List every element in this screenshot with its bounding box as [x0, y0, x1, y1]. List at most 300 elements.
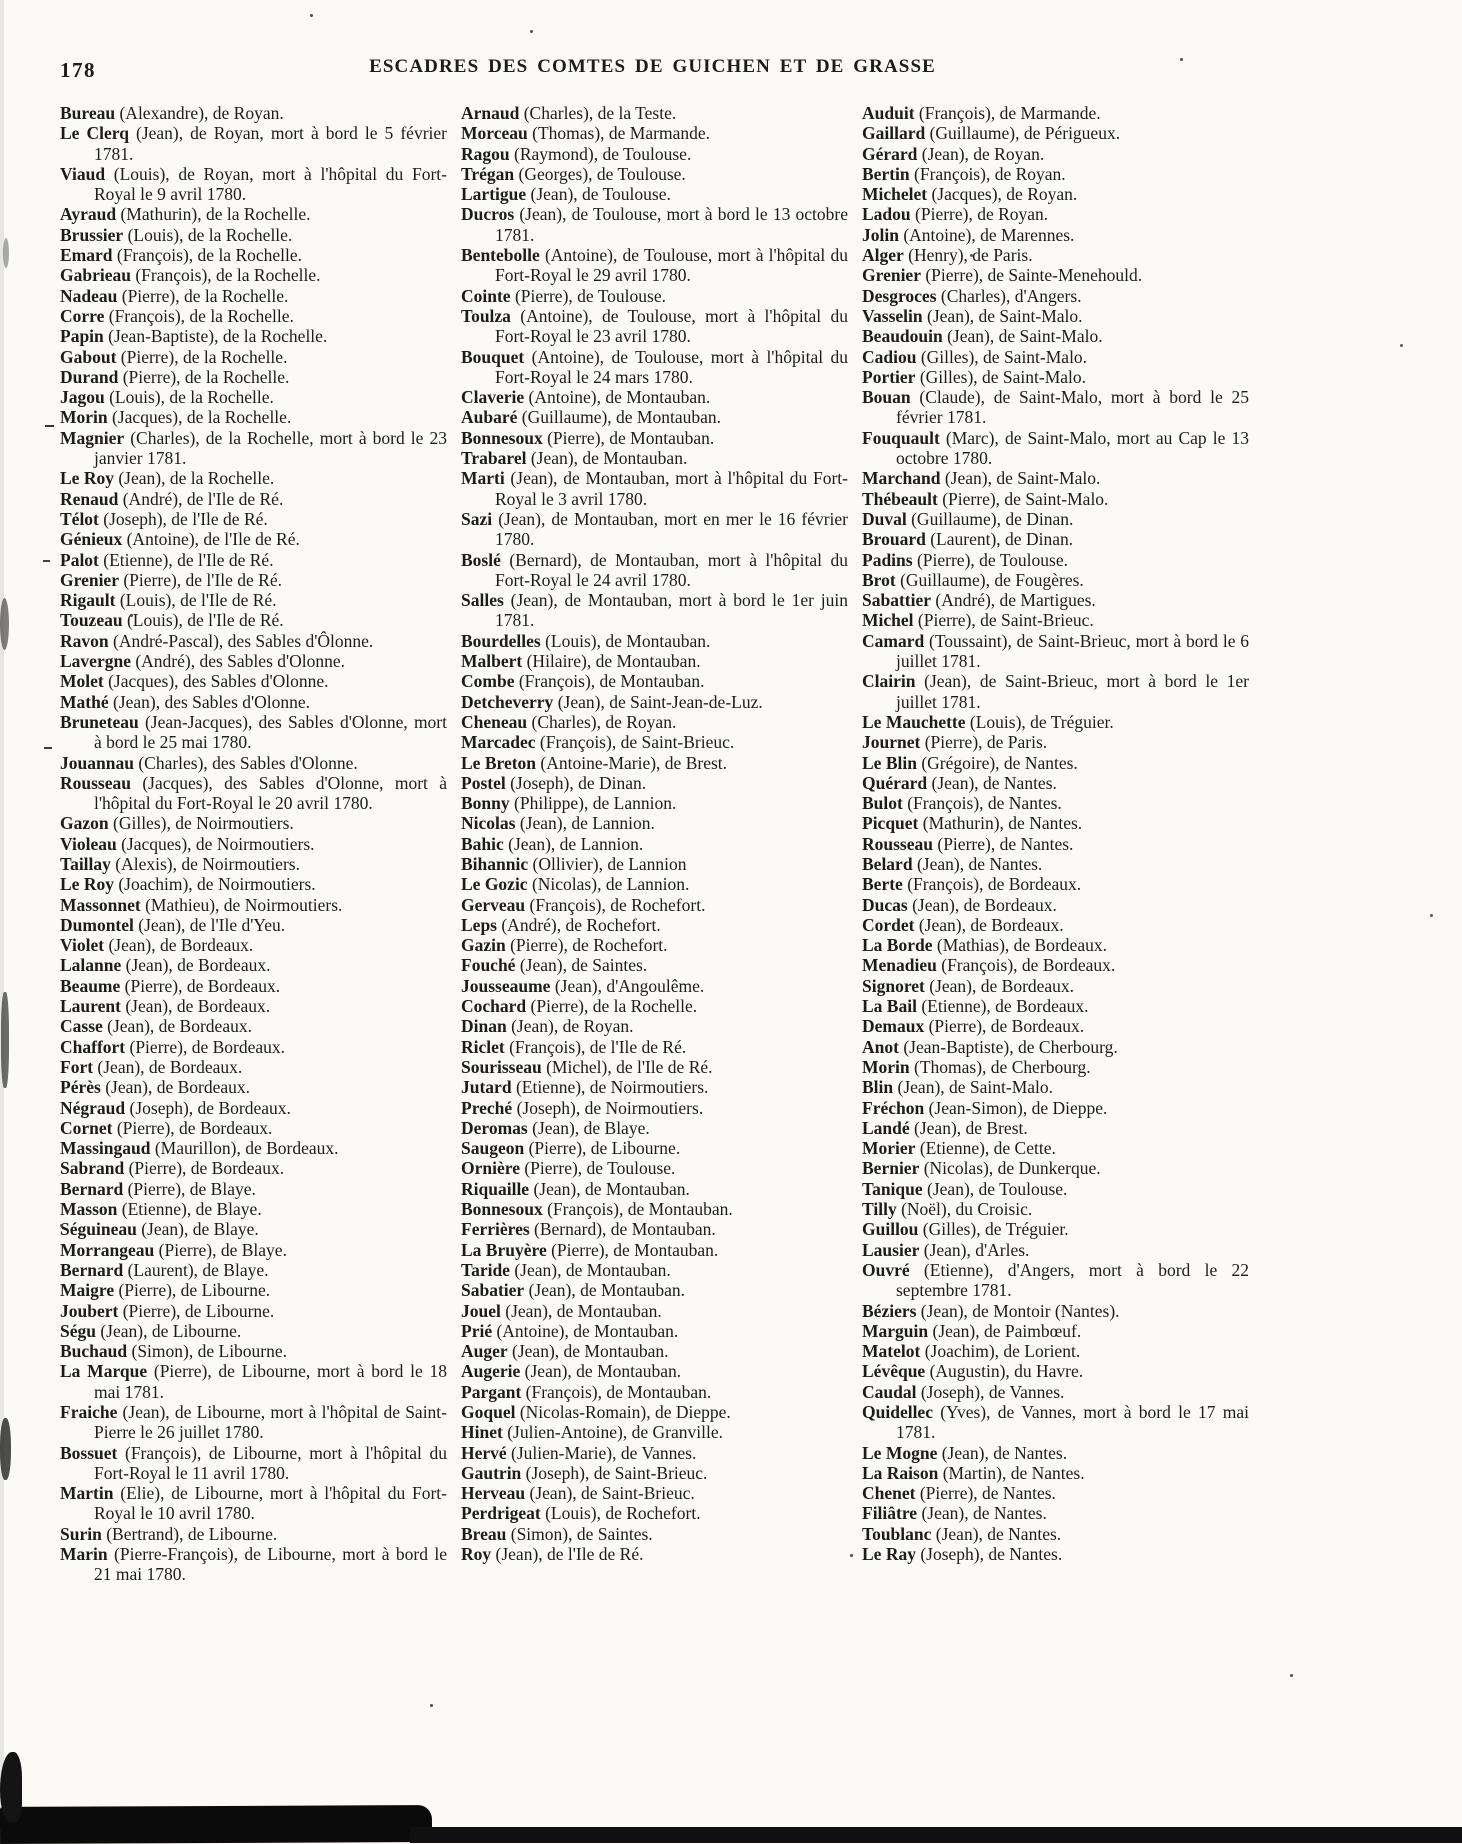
entry-surname: Télot [60, 508, 99, 529]
list-item: La Bruyère (Pierre), de Montauban. [461, 1239, 719, 1260]
list-item: Jolin (Antoine), de Marennes. [862, 224, 1075, 245]
list-item: Auger (Jean), de Montauban. [461, 1341, 669, 1362]
entry-surname: Gerveau [461, 894, 526, 915]
entry-surname: Morier [862, 1138, 916, 1159]
entry-surname: Bouan [862, 387, 911, 408]
list-item: Violeau (Jacques), de Noirmoutiers. [60, 833, 315, 854]
list-item: Thébeault (Pierre), de Saint-Malo. [862, 488, 1109, 509]
entry-surname: Sabrand [60, 1158, 125, 1179]
list-item: Beaume (Pierre), de Bordeaux. [60, 975, 281, 996]
entry-surname: Blin [862, 1077, 894, 1098]
entry-surname: La Bail [862, 996, 917, 1017]
list-item: Cadiou (Gilles), de Saint-Malo. [862, 346, 1088, 367]
list-item: Nadeau (Pierre), de la Rochelle. [60, 285, 289, 306]
list-item: Jagou (Louis), de la Rochelle. [60, 387, 274, 408]
entry-surname: Padins [862, 549, 913, 570]
entry-surname: Signoret [862, 975, 925, 996]
entry-surname: Matelot [862, 1341, 921, 1362]
entry-surname: Brouard [862, 529, 926, 550]
list-item: Le Blin (Grégoire), de Nantes. [862, 752, 1078, 773]
entry-surname: Jagou [60, 387, 105, 408]
entry-surname: Le Mauchette [862, 711, 966, 732]
list-item: Fouquault (Marc), de Saint-Malo, mort au Cap le 13 octobre 1780. [862, 427, 1249, 469]
list-item: Pargant (François), de Montauban. [461, 1381, 712, 1402]
list-item: Maigre (Pierre), de Libourne. [60, 1280, 271, 1301]
list-item: Breau (Simon), de Saintes. [461, 1523, 653, 1544]
list-item: Quidellec (Yves), de Vannes, mort à bord le 17 mai 1781. [862, 1402, 1249, 1443]
list-item: Tanique (Jean), de Toulouse. [862, 1178, 1068, 1199]
list-item: Bossuet (François), de Libourne, mort à l'hôpital du Fort-Royal le 11 avril 1780. [60, 1442, 447, 1483]
list-item: Camard (Toussaint), de Saint-Brieuc, mort à bord le 6 juillet 1781. [862, 630, 1249, 672]
list-item: Gérard (Jean), de Royan. [862, 143, 1045, 164]
list-item: Le Mogne (Jean), de Nantes. [862, 1442, 1068, 1463]
list-item: Le Gozic (Nicolas), de Lannion. [461, 874, 690, 895]
entry-surname: La Raison [862, 1462, 939, 1483]
entry-surname: Le Breton [461, 752, 537, 773]
list-item: Bouquet (Antoine), de Toulouse, mort à l'hôpital du Fort-Royal le 24 mars 1780. [461, 346, 848, 387]
entry-surname: Cheneau [461, 711, 528, 732]
entry-surname: Lartigue [461, 184, 527, 205]
list-item: Michelet (Jacques), de Royan. [862, 184, 1078, 205]
column-1 [60, 103, 447, 1585]
list-item: Papin (Jean-Baptiste), de la Rochelle. [60, 326, 328, 347]
list-item: Masson (Etienne), de Blaye. [60, 1199, 262, 1220]
list-item: Grenier (Pierre), de l'Ile de Ré. [60, 569, 282, 590]
entry-surname: Rousseau [60, 772, 131, 793]
list-item: Anot (Jean-Baptiste), de Cherbourg. [862, 1036, 1118, 1057]
entry-surname: Rigault [60, 590, 116, 611]
list-item: Aubaré (Guillaume), de Montauban. [461, 407, 722, 428]
entry-surname: Renaud [60, 488, 119, 509]
entry-surname: Emard [60, 245, 113, 266]
list-item: Salles (Jean), de Montauban, mort à bord le 1er juin 1781. [461, 590, 848, 631]
list-item: Belard (Jean), de Nantes. [862, 853, 1043, 874]
list-item: Béziers (Jean), de Montoir (Nantes). [862, 1300, 1120, 1321]
entry-surname: Violet [60, 935, 105, 956]
entry-surname: Ragou [461, 143, 510, 164]
entry-surname: Gabrieau [60, 265, 131, 286]
list-item: Demaux (Pierre), de Bordeaux. [862, 1016, 1085, 1037]
list-item: Roy (Jean), de l'Ile de Ré. [461, 1544, 644, 1565]
list-item: Preché (Joseph), de Noirmoutiers. [461, 1097, 704, 1118]
column-2 [461, 103, 848, 1585]
list-item: Deromas (Jean), de Blaye. [461, 1117, 650, 1138]
entry-surname: Demaux [862, 1016, 925, 1037]
entry-surname: La Marque [60, 1361, 148, 1382]
list-item: Michel (Pierre), de Saint-Brieuc. [862, 610, 1094, 631]
list-item: Bentebolle (Antoine), de Toulouse, mort à l'hôpital du Fort-Royal le 29 avril 1780. [461, 245, 848, 286]
entry-surname: Bureau [60, 103, 116, 123]
entry-surname: Dinan [461, 1016, 507, 1037]
entry-surname: Aubaré [461, 407, 518, 428]
scan-artifact [44, 747, 52, 749]
list-item: Desgroces (Charles), d'Angers. [862, 285, 1082, 306]
list-item: Prié (Antoine), de Montauban. [461, 1320, 679, 1341]
list-item: Le Breton (Antoine-Marie), de Brest. [461, 752, 728, 773]
entry-surname: Bonny [461, 793, 510, 814]
list-item: Bonnesoux (François), de Montauban. [461, 1199, 733, 1220]
list-item: Jouel (Jean), de Montauban. [461, 1300, 662, 1321]
entry-surname: Pérès [60, 1077, 101, 1098]
list-item: Bernier (Nicolas), de Dunkerque. [862, 1158, 1101, 1179]
scan-artifact [0, 1752, 22, 1822]
entry-surname: Ayraud [60, 204, 117, 225]
list-item: Gaillard (Guillaume), de Périgueux. [862, 123, 1121, 144]
entry-surname: Belard [862, 853, 913, 874]
list-item: Tilly (Noël), du Croisic. [862, 1199, 1033, 1220]
list-item: Augerie (Jean), de Montauban. [461, 1361, 682, 1382]
entry-surname: Molet [60, 671, 104, 692]
entry-surname: Jousseaume [461, 975, 551, 996]
list-item: Morin (Thomas), de Cherbourg. [862, 1056, 1091, 1077]
entry-surname: Marcadec [461, 732, 536, 753]
list-item: Bureau (Alexandre), de Royan. [60, 103, 284, 123]
entry-surname: Ségu [60, 1320, 96, 1341]
entry-surname: Quérard [862, 772, 928, 793]
list-item: Matelot (Joachim), de Lorient. [862, 1341, 1081, 1362]
entry-surname: Boslé [461, 549, 501, 570]
entry-surname: Bernard [60, 1259, 124, 1280]
entry-surname: Masson [60, 1199, 118, 1220]
list-item: Lartigue (Jean), de Toulouse. [461, 184, 671, 205]
entry-surname: Roy [461, 1544, 492, 1565]
entry-surname: Fort [60, 1056, 94, 1077]
list-item: Goquel (Nicolas-Romain), de Dieppe. [461, 1402, 731, 1422]
entry-surname: Auduit [862, 103, 915, 123]
page-title: ESCADRES DES COMTES DE GUICHEN ET DE GRASSE [369, 56, 936, 77]
list-item: Sabatier (Jean), de Montauban. [461, 1280, 686, 1301]
list-item: Martin (Elie), de Libourne, mort à l'hôpital du Fort-Royal le 10 avril 1780. [60, 1483, 447, 1524]
entry-surname: Sazi [461, 508, 493, 529]
list-item: Gazin (Pierre), de Rochefort. [461, 935, 668, 956]
entry-surname: Bahic [461, 833, 504, 854]
entry-surname: Bruneteau [60, 711, 139, 732]
entry-surname: Surin [60, 1523, 102, 1544]
list-item: Le Mauchette (Louis), de Tréguier. [862, 711, 1114, 732]
entry-surname: Fouché [461, 955, 516, 976]
list-item: Arnaud (Charles), de la Teste. [461, 103, 677, 123]
scan-artifact [0, 598, 9, 650]
list-item: Cochard (Pierre), de la Rochelle. [461, 996, 698, 1017]
list-item: Le Ray (Joseph), de Nantes. [862, 1544, 1063, 1565]
entry-surname: Anot [862, 1036, 899, 1057]
entry-surname: Riquaille [461, 1178, 530, 1199]
list-item: Marti (Jean), de Montauban, mort à l'hôpital du Fort-Royal le 3 avril 1780. [461, 468, 848, 509]
list-item: Brussier (Louis), de la Rochelle. [60, 224, 293, 245]
list-item: Le Clerq (Jean), de Royan, mort à bord le 5 février 1781. [60, 123, 447, 164]
list-item: Landé (Jean), de Brest. [862, 1117, 1028, 1138]
list-item: Postel (Joseph), de Dinan. [461, 772, 647, 793]
entry-surname: Nicolas [461, 813, 516, 834]
entry-surname: Sabattier [862, 590, 932, 611]
entry-surname: Fréchon [862, 1097, 925, 1118]
list-item: Gabrieau (François), de la Rochelle. [60, 265, 321, 286]
entry-surname: Toublanc [862, 1523, 932, 1544]
entry-surname: Grenier [60, 569, 119, 590]
page-header [60, 56, 1245, 86]
list-item: Hinet (Julien-Antoine), de Granville. [461, 1422, 723, 1443]
entry-surname: Landé [862, 1117, 910, 1138]
scan-speckles [310, 14, 313, 17]
list-item: Lalanne (Jean), de Bordeaux. [60, 955, 271, 976]
entry-surname: Michel [862, 610, 914, 631]
list-item: Buchaud (Simon), de Libourne. [60, 1341, 288, 1362]
entry-surname: Gabout [60, 346, 117, 367]
entry-surname: Le Roy [60, 874, 114, 895]
entry-surname: Tanique [862, 1178, 923, 1199]
entry-surname: Marin [60, 1544, 108, 1565]
list-item: Cointe (Pierre), de Toulouse. [461, 285, 667, 306]
entry-surname: Hinet [461, 1422, 503, 1443]
list-item: Jutard (Etienne), de Noirmoutiers. [461, 1077, 709, 1098]
entry-surname: Grenier [862, 265, 921, 286]
list-item: Cordet (Jean), de Bordeaux. [862, 914, 1064, 935]
list-item: Molet (Jacques), des Sables d'Olonne. [60, 671, 329, 692]
entry-surname: Bertin [862, 163, 910, 184]
entry-surname: Bernier [862, 1158, 920, 1179]
list-item: Caudal (Joseph), de Vannes. [862, 1381, 1065, 1402]
list-item: Leps (André), de Rochefort. [461, 914, 661, 935]
entry-surname: Combe [461, 671, 515, 692]
entry-surname: Bulot [862, 793, 903, 814]
entry-surname: Salles [461, 590, 504, 611]
list-item: Ducas (Jean), de Bordeaux. [862, 894, 1057, 915]
entry-surname: Berte [862, 874, 903, 895]
list-item: Quérard (Jean), de Nantes. [862, 772, 1057, 793]
list-item: Rousseau (Jacques), des Sables d'Olonne, mort à l'hôpital du Fort-Royal le 20 avril 1780. [60, 772, 447, 814]
scan-artifact [0, 1418, 11, 1480]
list-item: Portier (Gilles), de Saint-Malo. [862, 366, 1087, 387]
entry-surname: Camard [862, 630, 925, 651]
entry-surname: Taillay [60, 853, 111, 874]
list-item: Ornière (Pierre), de Toulouse. [461, 1158, 676, 1179]
list-item: Marchand (Jean), de Saint-Malo. [862, 468, 1101, 489]
entry-surname: Clairin [862, 671, 916, 692]
list-item: Ferrières (Bernard), de Montauban. [461, 1219, 716, 1240]
list-item: Morrangeau (Pierre), de Blaye. [60, 1239, 287, 1260]
list-item: Picquet (Mathurin), de Nantes. [862, 813, 1083, 834]
entry-surname: Bonnesoux [461, 427, 543, 448]
entry-surname: Malbert [461, 651, 523, 672]
entry-surname: Le Clerq [60, 123, 129, 144]
entry-surname: Duval [862, 508, 907, 529]
entry-surname: Picquet [862, 813, 919, 834]
list-item: Bonnesoux (Pierre), de Montauban. [461, 427, 715, 448]
entry-surname: Desgroces [862, 285, 937, 306]
list-item: Palot (Etienne), de l'Ile de Ré. [60, 549, 274, 570]
entry-surname: Postel [461, 772, 506, 793]
list-item: Bonny (Philippe), de Lannion. [461, 793, 677, 814]
entry-surname: Ducros [461, 204, 515, 225]
entry-surname: Mathé [60, 691, 109, 712]
list-item: Grenier (Pierre), de Sainte-Menehould. [862, 265, 1143, 286]
list-item: Ayraud (Mathurin), de la Rochelle. [60, 204, 311, 225]
entry-surname: Cochard [461, 996, 527, 1017]
list-item: Bourdelles (Louis), de Montauban. [461, 630, 711, 651]
entry-surname: Ducas [862, 894, 908, 915]
list-item: Clairin (Jean), de Saint-Brieuc, mort à bord le 1er juillet 1781. [862, 671, 1249, 712]
list-item: Dinan (Jean), de Royan. [461, 1016, 634, 1037]
entry-surname: Menadieu [862, 955, 937, 976]
entry-surname: Leps [461, 914, 497, 935]
list-item: Violet (Jean), de Bordeaux. [60, 935, 254, 956]
list-item: Lévêque (Augustin), du Havre. [862, 1361, 1084, 1382]
list-item: Boslé (Bernard), de Montauban, mort à l'hôpital du Fort-Royal le 24 avril 1780. [461, 549, 848, 590]
list-item: Trabarel (Jean), de Montauban. [461, 448, 688, 469]
list-item: Bernard (Laurent), de Blaye. [60, 1259, 269, 1280]
entry-surname: Saugeon [461, 1138, 525, 1159]
list-item: Dumontel (Jean), de l'Ile d'Yeu. [60, 914, 286, 935]
scan-artifact [43, 560, 50, 562]
entry-surname: Alger [862, 245, 904, 266]
list-item: Claverie (Antoine), de Montauban. [461, 387, 711, 408]
list-item: Ducros (Jean), de Toulouse, mort à bord le 13 octobre 1781. [461, 204, 848, 245]
list-item: Fouché (Jean), de Saintes. [461, 955, 648, 976]
entry-surname: Béziers [862, 1300, 917, 1321]
entry-surname: Breau [461, 1523, 507, 1544]
list-item: Rousseau (Pierre), de Nantes. [862, 833, 1074, 854]
list-item: Fort (Jean), de Bordeaux. [60, 1056, 243, 1077]
entry-surname: Sourisseau [461, 1056, 542, 1077]
list-item: Laurent (Jean), de Bordeaux. [60, 996, 271, 1017]
list-item: Ouvré (Etienne), d'Angers, mort à bord le 22 septembre 1781. [862, 1259, 1249, 1301]
entry-surname: Papin [60, 326, 104, 347]
entry-surname: Ferrières [461, 1219, 530, 1240]
entry-surname: Fraiche [60, 1402, 118, 1422]
entry-surname: Sabatier [461, 1280, 525, 1301]
entry-surname: Goquel [461, 1402, 516, 1422]
list-item: Surin (Bertrand), de Libourne. [60, 1523, 278, 1544]
list-item: Bihannic (Ollivier), de Lannion [461, 853, 687, 874]
list-item: Jousseaume (Jean), d'Angoulême. [461, 975, 705, 996]
entry-surname: Palot [60, 549, 99, 570]
entry-surname: Ouvré [862, 1259, 910, 1280]
list-item: Touzeau (Louis), de l'Ile de Ré. [60, 610, 284, 631]
list-item: Guillou (Gilles), de Tréguier. [862, 1219, 1069, 1240]
list-item: Ravon (André-Pascal), des Sables d'Ôlonne. [60, 630, 374, 651]
list-item: Emard (François), de la Rochelle. [60, 245, 303, 266]
list-item: Ségu (Jean), de Libourne. [60, 1320, 242, 1341]
list-item: Casse (Jean), de Bordeaux. [60, 1016, 252, 1037]
entry-surname: Chenet [862, 1483, 916, 1504]
entry-surname: Bentebolle [461, 245, 540, 266]
list-item: Riquaille (Jean), de Montauban. [461, 1178, 690, 1199]
entry-surname: Morin [60, 407, 108, 428]
list-item: Morin (Jacques), de la Rochelle. [60, 407, 292, 428]
page-number: 178 [60, 58, 96, 82]
list-item: Marcadec (François), de Saint-Brieuc. [461, 732, 735, 753]
list-item: Bertin (François), de Royan. [862, 163, 1066, 184]
list-item: Lausier (Jean), d'Arles. [862, 1239, 1030, 1260]
entry-surname: Marti [461, 468, 505, 489]
entry-surname: Le Roy [60, 468, 114, 489]
list-item: Joubert (Pierre), de Libourne. [60, 1300, 275, 1321]
list-item: Brouard (Laurent), de Dinan. [862, 529, 1074, 550]
list-item: Trégan (Georges), de Toulouse. [461, 163, 686, 184]
list-item: La Bail (Etienne), de Bordeaux. [862, 996, 1089, 1017]
list-item: Fraiche (Jean), de Libourne, mort à l'hôpital de Saint-Pierre le 26 juillet 1780. [60, 1402, 447, 1443]
list-item: Auduit (François), de Marmande. [862, 103, 1101, 123]
entry-surname: Journet [862, 732, 921, 753]
name-list-columns [60, 103, 1249, 1585]
list-item: Bernard (Pierre), de Blaye. [60, 1178, 256, 1199]
entry-surname: Pargant [461, 1381, 522, 1402]
entry-surname: Claverie [461, 387, 525, 408]
entry-surname: Joubert [60, 1300, 119, 1321]
entry-surname: Bourdelles [461, 630, 541, 651]
entry-surname: Cornet [60, 1117, 113, 1138]
list-item: Génieux (Antoine), de l'Ile de Ré. [60, 529, 300, 550]
list-item: Durand (Pierre), de la Rochelle. [60, 366, 290, 387]
list-item: Cheneau (Charles), de Royan. [461, 711, 677, 732]
entry-surname: Rousseau [862, 833, 933, 854]
entry-surname: Lavergne [60, 651, 131, 672]
list-item: Herveau (Jean), de Saint-Brieuc. [461, 1483, 695, 1504]
list-item: Berte (François), de Bordeaux. [862, 874, 1082, 895]
entry-surname: Laurent [60, 996, 121, 1017]
list-item: Vasselin (Jean), de Saint-Malo. [862, 305, 1083, 326]
entry-surname: Durand [60, 366, 119, 387]
list-item: Taride (Jean), de Montauban. [461, 1259, 671, 1280]
entry-surname: Hervé [461, 1442, 507, 1463]
list-item: La Raison (Martin), de Nantes. [862, 1462, 1085, 1483]
entry-surname: Morin [862, 1056, 910, 1077]
list-item: Bouan (Claude), de Saint-Malo, mort à bord le 25 février 1781. [862, 387, 1249, 428]
column-3 [862, 103, 1249, 1585]
entry-surname: Filiâtre [862, 1503, 918, 1524]
entry-surname: Bihannic [461, 853, 529, 874]
entry-surname: Gaillard [862, 123, 926, 144]
list-item: Gautrin (Joseph), de Saint-Brieuc. [461, 1462, 708, 1483]
list-item: Viaud (Louis), de Royan, mort à l'hôpital du Fort-Royal le 9 avril 1780. [60, 163, 447, 205]
list-item: Padins (Pierre), de Toulouse. [862, 549, 1069, 570]
entry-surname: Toulza [461, 305, 511, 326]
entry-surname: Arnaud [461, 103, 520, 123]
list-item: Corre (François), de la Rochelle. [60, 305, 294, 326]
list-item: La Borde (Mathias), de Bordeaux. [862, 935, 1107, 956]
list-item: Duval (Guillaume), de Dinan. [862, 508, 1074, 529]
entry-surname: Le Mogne [862, 1442, 938, 1463]
list-item: Saugeon (Pierre), de Libourne. [461, 1138, 681, 1159]
scan-artifact [45, 425, 54, 427]
entry-surname: Ladou [862, 204, 911, 225]
entry-surname: Dumontel [60, 914, 134, 935]
entry-surname: Maigre [60, 1280, 115, 1301]
entry-surname: Chaffort [60, 1036, 126, 1057]
entry-surname: Martin [60, 1483, 114, 1504]
entry-surname: Herveau [461, 1483, 526, 1504]
list-item: Bahic (Jean), de Lannion. [461, 833, 644, 854]
list-item: Pérès (Jean), de Bordeaux. [60, 1077, 250, 1098]
entry-surname: Ornière [461, 1158, 520, 1179]
list-item: Malbert (Hilaire), de Montauban. [461, 651, 701, 672]
entry-surname: Ravon [60, 630, 109, 651]
entry-surname: Cordet [862, 914, 915, 935]
list-item: Sabrand (Pierre), de Bordeaux. [60, 1158, 285, 1179]
entry-surname: Portier [862, 366, 916, 387]
entry-surname: Viaud [60, 163, 106, 184]
list-item: Jouannau (Charles), des Sables d'Olonne. [60, 752, 358, 773]
list-item: La Marque (Pierre), de Libourne, mort à bord le 18 mai 1781. [60, 1361, 447, 1402]
list-item: Massonnet (Mathieu), de Noirmoutiers. [60, 894, 343, 915]
entry-surname: Auger [461, 1341, 508, 1362]
list-item: Hervé (Julien-Marie), de Vannes. [461, 1442, 697, 1463]
list-item: Brot (Guillaume), de Fougères. [862, 569, 1084, 590]
list-item: Toublanc (Jean), de Nantes. [862, 1523, 1062, 1544]
list-item: Taillay (Alexis), de Noirmoutiers. [60, 853, 300, 874]
entry-surname: Corre [60, 305, 105, 326]
list-item: Beaudouin (Jean), de Saint-Malo. [862, 326, 1103, 347]
